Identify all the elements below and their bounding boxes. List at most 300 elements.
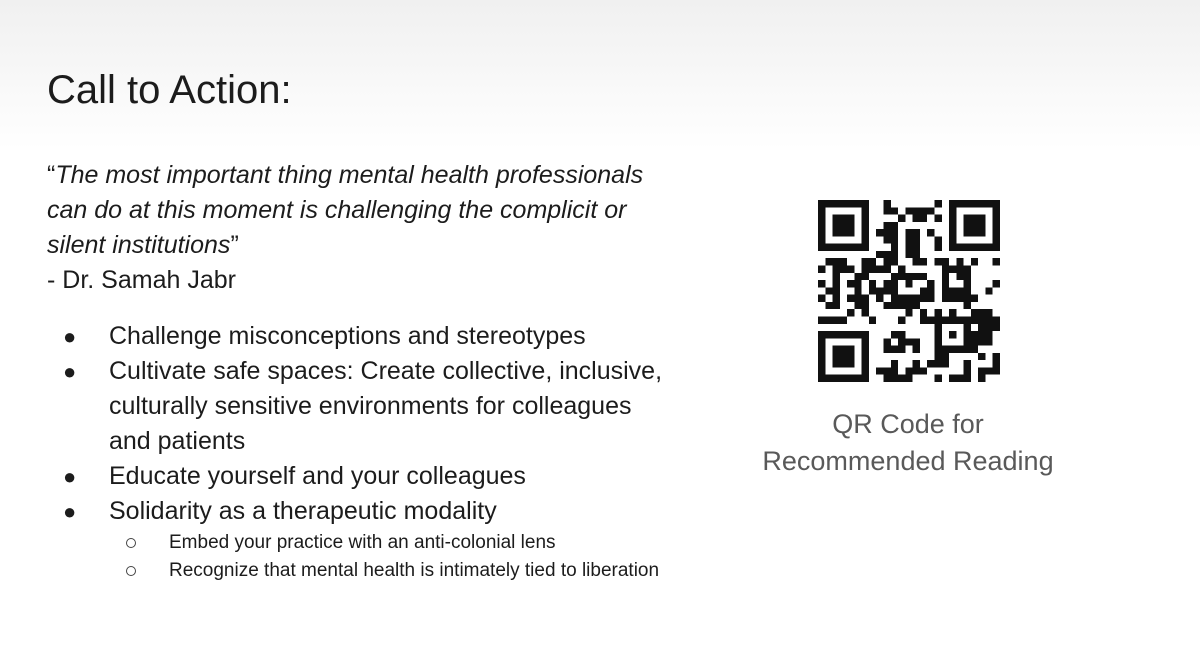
qr-module bbox=[971, 316, 978, 323]
qr-module bbox=[854, 295, 861, 302]
qr-module bbox=[956, 273, 963, 280]
qr-module bbox=[949, 346, 956, 353]
qr-module bbox=[956, 287, 963, 294]
qr-module bbox=[949, 287, 956, 294]
qr-module bbox=[825, 200, 832, 207]
qr-module bbox=[884, 229, 891, 236]
hollow-bullet-icon bbox=[126, 538, 136, 548]
qr-module bbox=[862, 367, 869, 374]
qr-module bbox=[964, 280, 971, 287]
qr-module bbox=[833, 295, 840, 302]
qr-module bbox=[978, 375, 985, 382]
qr-module bbox=[971, 331, 978, 338]
quote-block bbox=[47, 158, 647, 298]
qr-module bbox=[862, 236, 869, 243]
qr-module bbox=[978, 222, 985, 229]
qr-module bbox=[993, 215, 1000, 222]
qr-module bbox=[818, 331, 825, 338]
qr-module bbox=[934, 346, 941, 353]
qr-module bbox=[818, 316, 825, 323]
qr-module bbox=[934, 236, 941, 243]
qr-module bbox=[847, 295, 854, 302]
qr-module bbox=[891, 251, 898, 258]
qr-module bbox=[949, 222, 956, 229]
qr-module bbox=[913, 338, 920, 345]
list-item-text: Solidarity as a therapeutic modality bbox=[109, 497, 497, 525]
qr-module bbox=[884, 367, 891, 374]
qr-module bbox=[818, 222, 825, 229]
qr-module bbox=[964, 215, 971, 222]
qr-module bbox=[840, 266, 847, 273]
qr-module bbox=[971, 258, 978, 265]
qr-module bbox=[934, 353, 941, 360]
qr-module bbox=[884, 207, 891, 214]
qr-module bbox=[891, 273, 898, 280]
qr-module bbox=[905, 302, 912, 309]
qr-module bbox=[993, 324, 1000, 331]
qr-module bbox=[833, 273, 840, 280]
qr-module bbox=[978, 200, 985, 207]
qr-module bbox=[862, 273, 869, 280]
qr-module bbox=[840, 346, 847, 353]
action-list bbox=[47, 319, 667, 585]
qr-module bbox=[956, 375, 963, 382]
qr-module bbox=[913, 302, 920, 309]
qr-module bbox=[942, 346, 949, 353]
qr-module bbox=[833, 266, 840, 273]
qr-module bbox=[862, 244, 869, 251]
qr-module bbox=[978, 367, 985, 374]
qr-module bbox=[905, 367, 912, 374]
qr-module bbox=[913, 229, 920, 236]
list-item bbox=[47, 354, 667, 459]
qr-module bbox=[847, 360, 854, 367]
qr-module bbox=[949, 266, 956, 273]
sub-list-item bbox=[109, 557, 667, 585]
qr-module bbox=[818, 360, 825, 367]
qr-module bbox=[891, 295, 898, 302]
qr-module bbox=[847, 280, 854, 287]
qr-module bbox=[825, 316, 832, 323]
qr-module bbox=[818, 375, 825, 382]
qr-module bbox=[884, 375, 891, 382]
qr-module bbox=[920, 207, 927, 214]
sub-list-item-text: Recognize that mental health is intimately tied to liberation bbox=[169, 560, 660, 581]
qr-module bbox=[840, 229, 847, 236]
qr-module bbox=[876, 229, 883, 236]
qr-module bbox=[978, 324, 985, 331]
sub-list-item-text: Embed your practice with an anti-colonial lens bbox=[169, 532, 556, 553]
qr-module bbox=[949, 229, 956, 236]
sub-list-item bbox=[109, 529, 667, 557]
qr-module bbox=[964, 229, 971, 236]
qr-module bbox=[985, 338, 992, 345]
qr-module bbox=[964, 200, 971, 207]
qr-module bbox=[847, 244, 854, 251]
qr-module bbox=[884, 338, 891, 345]
qr-module bbox=[818, 295, 825, 302]
qr-module bbox=[833, 353, 840, 360]
qr-module bbox=[927, 360, 934, 367]
qr-module bbox=[840, 353, 847, 360]
qr-module bbox=[905, 309, 912, 316]
qr-module bbox=[949, 200, 956, 207]
qr-module bbox=[833, 316, 840, 323]
qr-module bbox=[993, 229, 1000, 236]
qr-module bbox=[934, 375, 941, 382]
qr-module bbox=[905, 273, 912, 280]
qr-module bbox=[825, 375, 832, 382]
qr-module bbox=[971, 338, 978, 345]
qr-module bbox=[971, 346, 978, 353]
qr-module bbox=[825, 258, 832, 265]
qr-module bbox=[891, 236, 898, 243]
qr-module bbox=[913, 367, 920, 374]
list-item-text: Educate yourself and your colleagues bbox=[109, 462, 526, 490]
qr-module bbox=[964, 244, 971, 251]
qr-module bbox=[854, 287, 861, 294]
qr-module bbox=[905, 236, 912, 243]
qr-module bbox=[862, 338, 869, 345]
qr-module bbox=[840, 375, 847, 382]
qr-module bbox=[993, 258, 1000, 265]
qr-module bbox=[949, 207, 956, 214]
qr-module bbox=[993, 360, 1000, 367]
qr-module bbox=[985, 367, 992, 374]
qr-module bbox=[978, 229, 985, 236]
qr-module bbox=[913, 295, 920, 302]
qr-module bbox=[949, 295, 956, 302]
qr-module bbox=[884, 266, 891, 273]
qr-module bbox=[833, 229, 840, 236]
qr-module bbox=[818, 207, 825, 214]
qr-module bbox=[964, 295, 971, 302]
qr-module bbox=[891, 244, 898, 251]
qr-module bbox=[818, 229, 825, 236]
qr-module bbox=[818, 236, 825, 243]
qr-module bbox=[942, 353, 949, 360]
qr-module bbox=[891, 258, 898, 265]
qr-module bbox=[862, 200, 869, 207]
qr-module bbox=[934, 215, 941, 222]
qr-module bbox=[934, 324, 941, 331]
qr-module bbox=[862, 346, 869, 353]
qr-module bbox=[993, 367, 1000, 374]
qr-module bbox=[956, 346, 963, 353]
qr-module bbox=[833, 280, 840, 287]
qr-module bbox=[964, 222, 971, 229]
qr-module bbox=[949, 375, 956, 382]
qr-module bbox=[898, 316, 905, 323]
qr-module bbox=[920, 287, 927, 294]
qr-module bbox=[964, 316, 971, 323]
qr-module bbox=[862, 229, 869, 236]
qr-module bbox=[840, 360, 847, 367]
qr-module bbox=[898, 302, 905, 309]
qr-module bbox=[876, 287, 883, 294]
qr-module bbox=[934, 309, 941, 316]
qr-module bbox=[884, 200, 891, 207]
qr-module bbox=[898, 215, 905, 222]
qr-module bbox=[985, 316, 992, 323]
qr-module bbox=[854, 302, 861, 309]
qr-module bbox=[833, 244, 840, 251]
qr-module bbox=[905, 251, 912, 258]
qr-module bbox=[854, 244, 861, 251]
qr-module bbox=[985, 309, 992, 316]
qr-module bbox=[862, 360, 869, 367]
qr-module bbox=[956, 200, 963, 207]
qr-module bbox=[905, 229, 912, 236]
qr-module bbox=[891, 360, 898, 367]
qr-module bbox=[993, 316, 1000, 323]
qr-module bbox=[927, 207, 934, 214]
qr-module bbox=[847, 375, 854, 382]
sub-list bbox=[109, 529, 667, 585]
qr-module bbox=[818, 244, 825, 251]
qr-module bbox=[898, 273, 905, 280]
qr-module bbox=[942, 295, 949, 302]
qr-module bbox=[833, 331, 840, 338]
qr-module bbox=[847, 266, 854, 273]
hollow-bullet-icon bbox=[126, 566, 136, 576]
qr-module bbox=[920, 309, 927, 316]
qr-module bbox=[956, 244, 963, 251]
qr-module bbox=[891, 287, 898, 294]
qr-module bbox=[833, 215, 840, 222]
qr-module bbox=[884, 280, 891, 287]
list-item-text: Challenge misconceptions and stereotypes bbox=[109, 322, 586, 350]
qr-module bbox=[964, 324, 971, 331]
qr-module bbox=[847, 353, 854, 360]
qr-module bbox=[942, 316, 949, 323]
qr-module bbox=[964, 273, 971, 280]
qr-module bbox=[840, 222, 847, 229]
qr-module bbox=[942, 360, 949, 367]
qr-module bbox=[913, 273, 920, 280]
qr-module bbox=[949, 215, 956, 222]
qr-module bbox=[898, 295, 905, 302]
qr-module bbox=[927, 280, 934, 287]
qr-module bbox=[854, 331, 861, 338]
qr-module bbox=[905, 280, 912, 287]
quote-attribution: - Dr. Samah Jabr bbox=[47, 266, 236, 294]
qr-module bbox=[934, 244, 941, 251]
qr-module bbox=[913, 215, 920, 222]
qr-module bbox=[818, 266, 825, 273]
qr-module bbox=[993, 280, 1000, 287]
qr-module bbox=[949, 236, 956, 243]
qr-module bbox=[825, 244, 832, 251]
qr-module bbox=[964, 302, 971, 309]
quote-text: The most important thing mental health professionals can do at this moment is challenging the complicit or silent institutions bbox=[47, 161, 644, 259]
bullet-icon: ● bbox=[63, 359, 77, 384]
qr-module bbox=[898, 346, 905, 353]
qr-module bbox=[818, 367, 825, 374]
qr-module bbox=[993, 222, 1000, 229]
qr-module bbox=[862, 215, 869, 222]
qr-module bbox=[949, 316, 956, 323]
qr-module bbox=[847, 309, 854, 316]
qr-module bbox=[840, 258, 847, 265]
qr-module bbox=[884, 346, 891, 353]
qr-module bbox=[833, 287, 840, 294]
qr-module bbox=[854, 273, 861, 280]
qr-module bbox=[854, 200, 861, 207]
qr-module bbox=[898, 338, 905, 345]
qr-module bbox=[862, 302, 869, 309]
qr-module bbox=[913, 251, 920, 258]
qr-module bbox=[862, 222, 869, 229]
qr-module bbox=[971, 309, 978, 316]
qr-module bbox=[985, 324, 992, 331]
qr-module bbox=[964, 338, 971, 345]
qr-module bbox=[927, 316, 934, 323]
qr-module bbox=[971, 200, 978, 207]
qr-module bbox=[862, 258, 869, 265]
qr-module bbox=[862, 375, 869, 382]
qr-module bbox=[898, 331, 905, 338]
qr-module bbox=[913, 360, 920, 367]
qr-module bbox=[891, 375, 898, 382]
qr-module bbox=[840, 316, 847, 323]
qr-module bbox=[964, 331, 971, 338]
qr-module bbox=[993, 236, 1000, 243]
qr-module bbox=[833, 200, 840, 207]
qr-module bbox=[920, 215, 927, 222]
qr-module bbox=[964, 375, 971, 382]
qr-module bbox=[818, 353, 825, 360]
qr-module bbox=[978, 309, 985, 316]
qr-module bbox=[891, 331, 898, 338]
qr-module bbox=[891, 229, 898, 236]
qr-module bbox=[949, 244, 956, 251]
qr-module bbox=[833, 302, 840, 309]
qr-code-icon[interactable] bbox=[818, 200, 1000, 382]
list-item bbox=[47, 319, 667, 354]
qr-module bbox=[934, 200, 941, 207]
qr-module bbox=[818, 338, 825, 345]
qr-module bbox=[920, 258, 927, 265]
qr-module bbox=[869, 258, 876, 265]
qr-module bbox=[964, 367, 971, 374]
qr-module bbox=[978, 215, 985, 222]
qr-module bbox=[964, 287, 971, 294]
qr-module bbox=[869, 266, 876, 273]
qr-module bbox=[905, 295, 912, 302]
qr-module bbox=[833, 258, 840, 265]
qr-module bbox=[876, 295, 883, 302]
qr-module bbox=[847, 229, 854, 236]
qr-module bbox=[956, 316, 963, 323]
qr-module bbox=[862, 207, 869, 214]
qr-module bbox=[993, 200, 1000, 207]
qr-module bbox=[884, 222, 891, 229]
qr-module bbox=[927, 295, 934, 302]
qr-module bbox=[869, 287, 876, 294]
qr-module bbox=[818, 215, 825, 222]
qr-module bbox=[876, 251, 883, 258]
qr-module bbox=[905, 338, 912, 345]
qr-module bbox=[891, 367, 898, 374]
qr-module bbox=[884, 236, 891, 243]
qr-module bbox=[862, 331, 869, 338]
qr-module bbox=[971, 295, 978, 302]
qr-module bbox=[978, 338, 985, 345]
bullet-icon: ● bbox=[63, 324, 77, 349]
qr-module bbox=[964, 266, 971, 273]
qr-module bbox=[833, 346, 840, 353]
qr-caption-line1: QR Code for bbox=[832, 409, 984, 439]
qr-module bbox=[964, 360, 971, 367]
qr-module bbox=[862, 353, 869, 360]
qr-module bbox=[927, 287, 934, 294]
qr-module bbox=[905, 207, 912, 214]
qr-module bbox=[884, 251, 891, 258]
qr-module bbox=[971, 244, 978, 251]
qr-module bbox=[862, 295, 869, 302]
qr-module bbox=[934, 316, 941, 323]
qr-module bbox=[847, 222, 854, 229]
qr-module bbox=[840, 244, 847, 251]
qr-module bbox=[825, 302, 832, 309]
qr-module bbox=[833, 360, 840, 367]
qr-module bbox=[818, 200, 825, 207]
qr-module bbox=[825, 287, 832, 294]
list-item bbox=[47, 494, 667, 585]
qr-module bbox=[876, 266, 883, 273]
qr-module bbox=[876, 367, 883, 374]
qr-module bbox=[840, 331, 847, 338]
qr-module bbox=[884, 287, 891, 294]
qr-module bbox=[847, 215, 854, 222]
qr-module bbox=[891, 302, 898, 309]
qr-module bbox=[920, 273, 927, 280]
qr-module bbox=[942, 273, 949, 280]
qr-module bbox=[847, 331, 854, 338]
qr-module bbox=[993, 207, 1000, 214]
qr-module bbox=[854, 375, 861, 382]
slide-title: Call to Action: bbox=[47, 68, 292, 112]
qr-module bbox=[869, 316, 876, 323]
qr-module bbox=[942, 266, 949, 273]
qr-module bbox=[949, 331, 956, 338]
list-item bbox=[47, 459, 667, 494]
qr-caption-line2: Recommended Reading bbox=[762, 446, 1054, 476]
qr-module bbox=[971, 229, 978, 236]
qr-module bbox=[818, 280, 825, 287]
qr-module bbox=[905, 375, 912, 382]
qr-module bbox=[956, 258, 963, 265]
qr-module bbox=[934, 360, 941, 367]
qr-module bbox=[934, 338, 941, 345]
qr-module bbox=[985, 287, 992, 294]
qr-module bbox=[934, 258, 941, 265]
qr-module bbox=[913, 236, 920, 243]
qr-module bbox=[825, 331, 832, 338]
bullet-icon: ● bbox=[63, 499, 77, 524]
qr-module bbox=[840, 200, 847, 207]
qr-module bbox=[913, 207, 920, 214]
qr-module bbox=[847, 200, 854, 207]
list-item-text: Cultivate safe spaces: Create collective, inclusive, culturally sensitive environments for colleagues and patients bbox=[109, 357, 663, 455]
qr-module bbox=[942, 258, 949, 265]
qr-module bbox=[971, 222, 978, 229]
qr-module bbox=[898, 375, 905, 382]
qr-module bbox=[942, 287, 949, 294]
qr-module bbox=[862, 266, 869, 273]
qr-module bbox=[905, 244, 912, 251]
